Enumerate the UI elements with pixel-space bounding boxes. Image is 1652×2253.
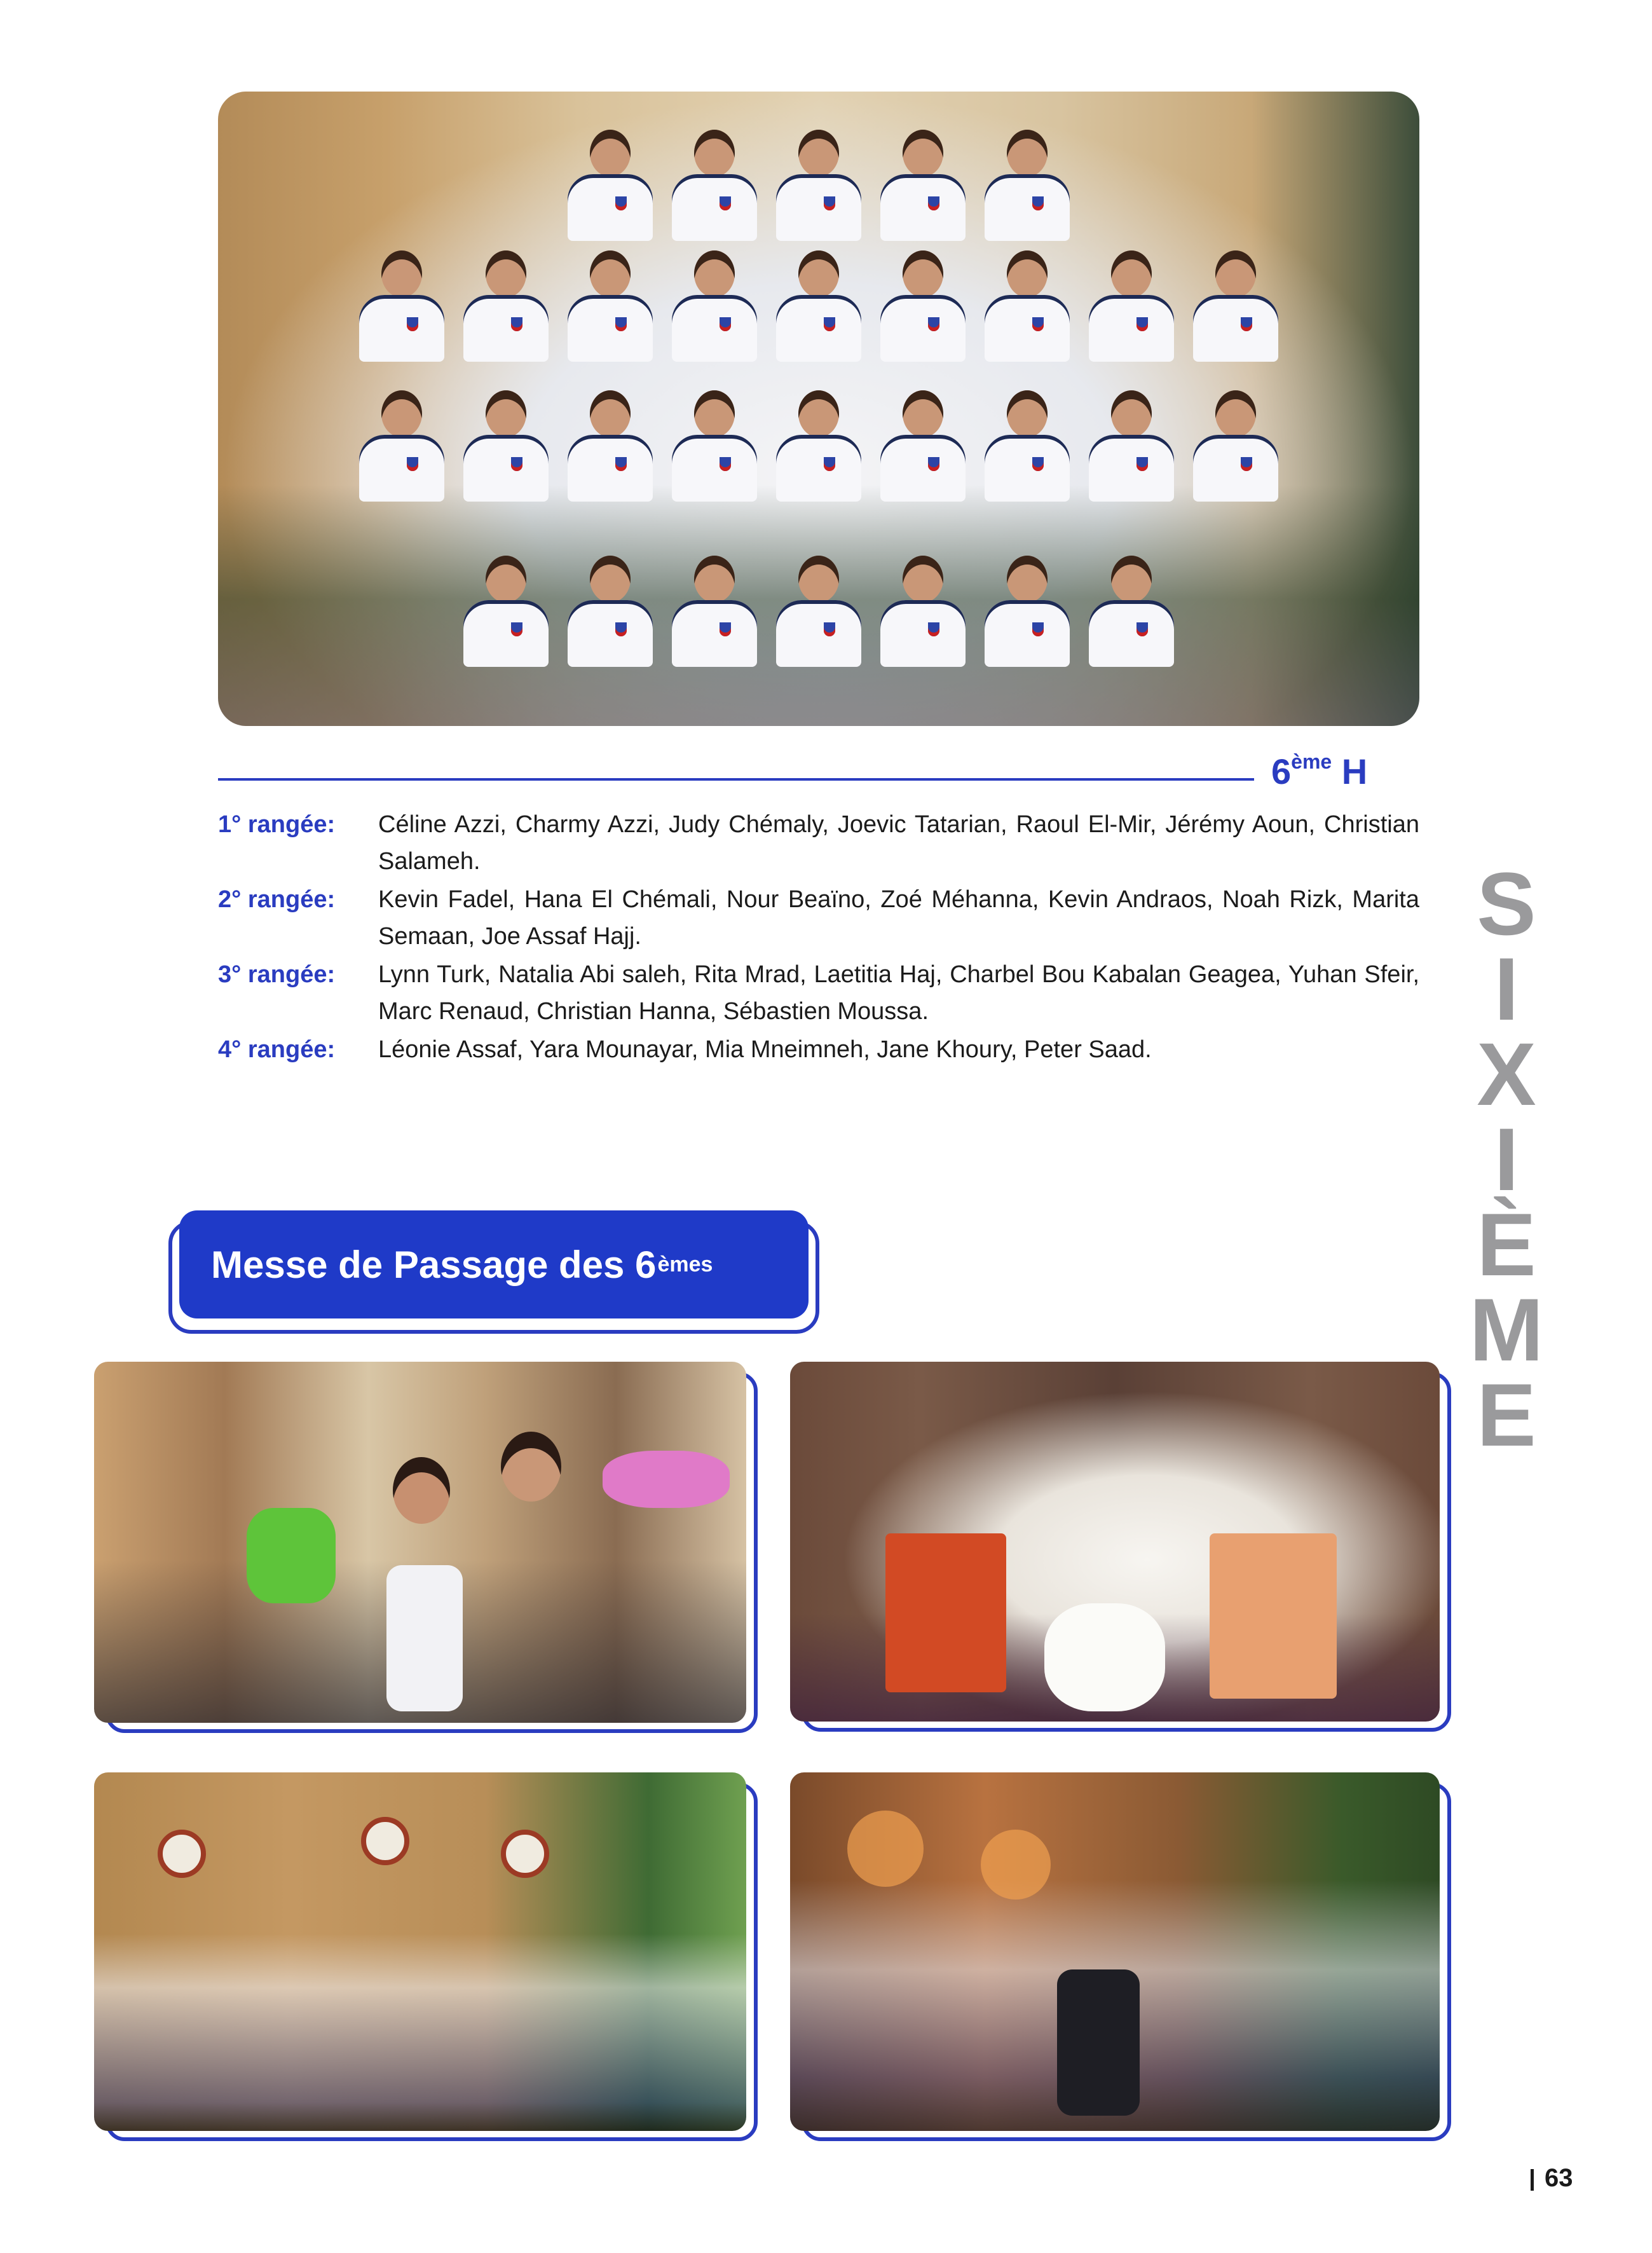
student-figure: [458, 556, 554, 667]
vertical-letter: I: [1494, 939, 1519, 1039]
vertical-letter: X: [1477, 1024, 1536, 1124]
student-figure: [1084, 390, 1179, 502]
student-figure: [980, 556, 1075, 667]
student-figure: [771, 556, 866, 667]
vertical-letter: È: [1477, 1195, 1536, 1294]
student-figure: [875, 556, 971, 667]
row-names: Léonie Assaf, Yara Mounayar, Mia Mneimneh, Jane Khoury, Peter Saad.: [378, 1036, 1152, 1063]
row-1: [218, 806, 1419, 880]
student-figure: [667, 556, 762, 667]
section-banner: [179, 1210, 809, 1318]
student-figure: [667, 130, 762, 241]
page-separator: [1531, 2169, 1534, 2191]
student-figure: [354, 250, 449, 362]
vertical-letter: M: [1469, 1280, 1544, 1380]
vertical-letter: I: [1494, 1109, 1519, 1209]
row-label: 2° rangée:: [218, 886, 336, 913]
page-number: 63: [1545, 2164, 1573, 2192]
student-figure: [667, 390, 762, 502]
student-figure: [875, 250, 971, 362]
vertical-section-title: [1456, 854, 1557, 1465]
gallery-photo-courtyard-choir: [94, 1772, 746, 2131]
heading-rule: [218, 778, 1254, 781]
class-section: H: [1341, 751, 1368, 791]
student-figure: [980, 250, 1075, 362]
gallery-photo-altar: [790, 1362, 1440, 1722]
student-figure: [1188, 250, 1283, 362]
student-figure: [1084, 556, 1179, 667]
gallery-photo-ceremony-students: [94, 1362, 746, 1723]
row-3: [218, 956, 1419, 1030]
student-figure: [1188, 390, 1283, 502]
student-figure: [875, 390, 971, 502]
student-figure: [563, 556, 658, 667]
student-figure: [980, 390, 1075, 502]
student-figure: [667, 250, 762, 362]
class-label: [1271, 750, 1424, 792]
photo-row-back: [218, 130, 1419, 244]
row-2: [218, 881, 1419, 955]
row-label: 3° rangée:: [218, 961, 336, 988]
student-figure: [771, 130, 866, 241]
photo-row-second: [218, 390, 1419, 505]
photo-row-third: [218, 250, 1419, 365]
student-figure: [771, 250, 866, 362]
section-banner-text: Messe de Passage des 6: [211, 1243, 657, 1286]
section-banner-superscript: èmes: [657, 1252, 713, 1277]
rows-list: [218, 806, 1419, 1069]
class-photo: [218, 92, 1419, 726]
vertical-letter: S: [1477, 854, 1536, 954]
student-figure: [980, 130, 1075, 241]
student-figure: [458, 390, 554, 502]
student-figure: [771, 390, 866, 502]
vertical-letter: E: [1477, 1365, 1536, 1465]
student-figure: [354, 390, 449, 502]
row-label: 4° rangée:: [218, 1036, 336, 1063]
student-figure: [875, 130, 971, 241]
student-figure: [563, 250, 658, 362]
class-grade: 6: [1271, 751, 1292, 791]
row-names: Kevin Fadel, Hana El Chémali, Nour Beaïno, Zoé Méhanna, Kevin Andraos, Noah Rizk, Marita Semaan, Joe Assaf Hajj.: [378, 886, 1419, 950]
row-names: Lynn Turk, Natalia Abi saleh, Rita Mrad, Laetitia Haj, Charbel Bou Kabalan Geagea, Yuhan Sfeir, Marc Renaud, Christian Hanna, Sébastien Moussa.: [378, 961, 1419, 1025]
row-names: Céline Azzi, Charmy Azzi, Judy Chémaly, Joevic Tatarian, Raoul El-Mir, Jérémy Aoun, Christian Salameh.: [378, 811, 1419, 875]
student-figure: [563, 390, 658, 502]
student-figure: [458, 250, 554, 362]
gallery-photo-evening-assembly: [790, 1772, 1440, 2131]
photo-row-front: [218, 556, 1419, 670]
student-figure: [563, 130, 658, 241]
row-4: [218, 1031, 1419, 1068]
student-figure: [1084, 250, 1179, 362]
class-grade-superscript: ème: [1291, 750, 1332, 773]
row-label: 1° rangée:: [218, 811, 336, 838]
